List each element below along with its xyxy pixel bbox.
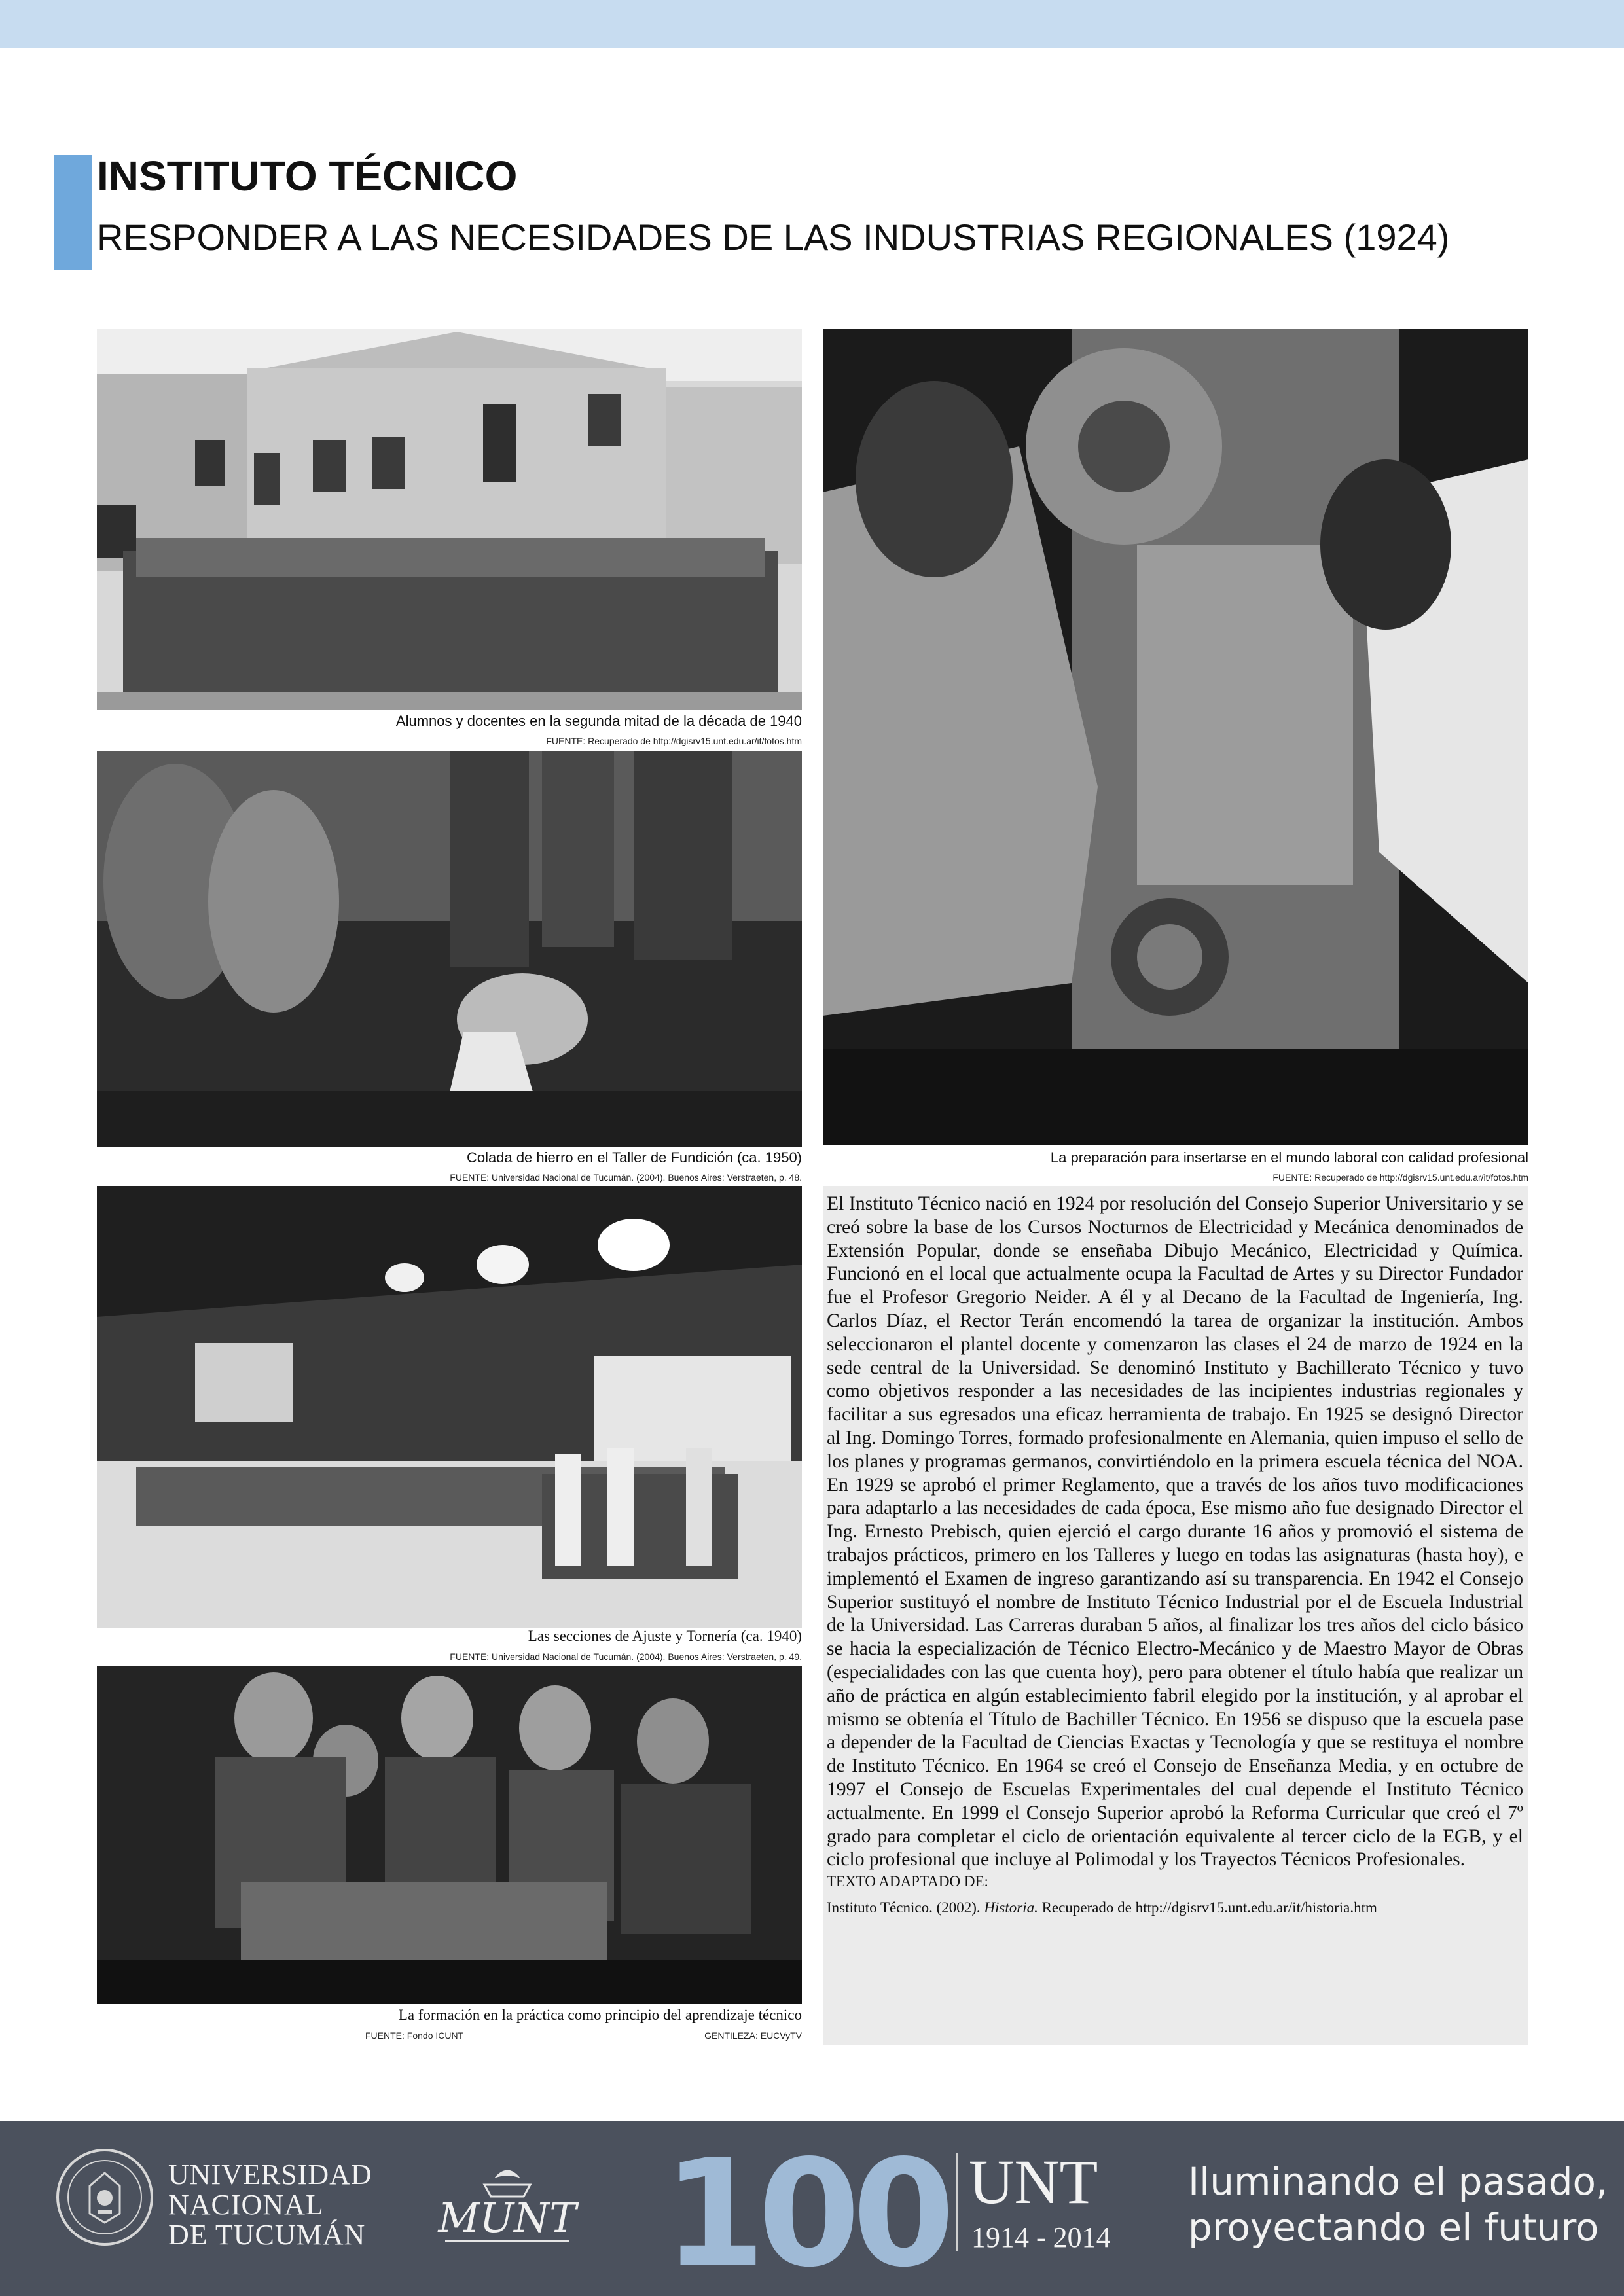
centenary-number: 100: [663, 2144, 947, 2274]
reference-prefix: Instituto Técnico. (2002).: [827, 1899, 984, 1916]
photo-source: FUENTE: Fondo ICUNT: [365, 2030, 464, 2041]
photo-workshop-hall: [97, 1186, 802, 1628]
slogan-line: proyectando el futuro: [1188, 2205, 1599, 2250]
photo-machine-work: [823, 329, 1528, 1145]
logo-divider: [956, 2153, 958, 2251]
photo-caption: La formación en la práctica como principio del aprendizaje técnico: [398, 2007, 802, 2023]
reference-url: Recuperado de http://dgisrv15.unt.edu.ar/it/historia.htm: [1038, 1899, 1377, 1916]
photo-source: FUENTE: Universidad Nacional de Tucumán. (2004). Buenos Aires: Verstraeten, p. 48.: [450, 1172, 802, 1183]
university-name-line: NACIONAL: [168, 2189, 324, 2221]
reference-label: TEXTO ADAPTADO DE:: [827, 1873, 988, 1890]
photo-caption: La preparación para insertarse en el mundo laboral con calidad profesional: [1050, 1149, 1528, 1166]
photo-caption: Colada de hierro en el Taller de Fundición (ca. 1950): [466, 1149, 802, 1166]
photo-credit: GENTILEZA: EUCVyTV: [704, 2030, 802, 2041]
page-subtitle: RESPONDER A LAS NECESIDADES DE LAS INDUSTRIAS REGIONALES (1924): [97, 217, 1450, 258]
photo-caption: Alumnos y docentes en la segunda mitad de la década de 1940: [395, 713, 802, 729]
photo-source: FUENTE: Recuperado de http://dgisrv15.unt.edu.ar/it/fotos.htm: [1272, 1172, 1528, 1183]
history-text: El Instituto Técnico nació en 1924 por resolución del Consejo Superior Universitario y se creó sobre la base de los Cursos Nocturnos de Electricidad y Mecánica denominados de Extensión Popular, donde se enseñaba Dibujo Mecánico, Electricidad y Química. Funcionó en el local que actualmente ocupa la Facultad de Artes y su Director Fundador fue el Profesor Gregorio Neider. A él y al Decano de la Facultad de Ingeniería, Ing. Carlos Díaz, el Rector Terán encomendó la tarea de organizar la institución. Ambos seleccionaron el plantel docente y comenzaron las clases el 24 de marzo de 1924 en la sede central de la Universidad. Se denominó Instituto y Bachillerato Técnico y tuvo como objetivos responder a las necesidades de las incipientes industrias regionales y facilitar a sus egresados una eficaz herramienta de trabajo. En 1925 se designó Director al Ing. Domingo Torres, formado profesionalmente en Alemania, quien impuso el sello de los planes y programas germanos, convirtiéndolo en la primera escuela técnica del NOA. En 1929 se aprobó el primer Reglamento, que a través de los años tuvo modificaciones para adaptarlo a las necesidades de cada época, Ese mismo año fue designado Director el Ing. Ernesto Prebisch, quien ejerció el cargo durante 16 años y promovió el sistema de trabajos prácticos, primero en los Talleres y luego en todas las asignaturas (hasta hoy), e implementó el Examen de ingreso garantizando así su transparencia. En 1942 el Consejo Superior sustituyó el nombre de Instituto Técnico Industrial por el de Escuela Industrial de la Universidad. Las Carreras duraban 5 años, al finalizar los tres años del ciclo básico se hacia la especialización de Técnico Electro-Mecánico y de Maestro Mayor de Obras (especialidades con las que cuenta hoy), pero para obtener el título había que realizar un año de práctica en algún establecimiento fabril elegido por la institución, y al aprobar el mismo se obtenía el Título de Bachiller Técnico. En 1956 se dispuso que la escuela pase a depender de la Facultad de Ciencias Exactas y Tecnología y que se restituya el nombre de Instituto Técnico. En 1964 se creó el Consejo de Enseñanza Media, y en octubre de 1997 el Consejo de Escuelas Experimentales del cual depende el Instituto Técnico actualmente. En 1999 el Consejo Superior aprobó la Reforma Curricular que creó el 7º grado para completar el ciclo de orientación equivalente al tercer ciclo de la EGB, y el ciclo profesional que incluye al Polimodal y los Trayectos Técnicos Profesionales.: [827, 1193, 1523, 1871]
history-text-box: [823, 1186, 1528, 2045]
munt-logo-text: MUNT: [438, 2194, 577, 2242]
munt-logo: [432, 2159, 583, 2250]
reference-title: Historia.: [984, 1899, 1038, 1916]
title-accent-bar: [54, 155, 92, 270]
reference-citation: [827, 1899, 1523, 1916]
top-bar: [0, 0, 1624, 48]
photo-source: FUENTE: Recuperado de http://dgisrv15.unt.edu.ar/it/fotos.htm: [546, 736, 802, 746]
page-title: INSTITUTO TÉCNICO: [97, 152, 518, 200]
slogan-line: Iluminando el pasado,: [1188, 2159, 1608, 2204]
unt-wordmark: UNT: [969, 2147, 1098, 2217]
footer-slogan: [1188, 2159, 1608, 2250]
photo-caption: Las secciones de Ajuste y Tornería (ca. 1940): [528, 1628, 802, 1644]
centenary-years: 1914 - 2014: [971, 2221, 1111, 2253]
university-name: [168, 2160, 372, 2250]
university-name-line: UNIVERSIDAD: [168, 2159, 372, 2191]
photo-iron-pouring: [97, 751, 802, 1147]
centenary-100-logo: [651, 2144, 959, 2274]
university-seal-icon: [56, 2148, 154, 2246]
university-name-line: DE TUCUMÁN: [168, 2219, 366, 2251]
photo-students-building: [97, 329, 802, 710]
photo-source: FUENTE: Universidad Nacional de Tucumán. (2004). Buenos Aires: Verstraeten, p. 49.: [450, 1651, 802, 1662]
photo-practice-workshop: [97, 1666, 802, 2004]
